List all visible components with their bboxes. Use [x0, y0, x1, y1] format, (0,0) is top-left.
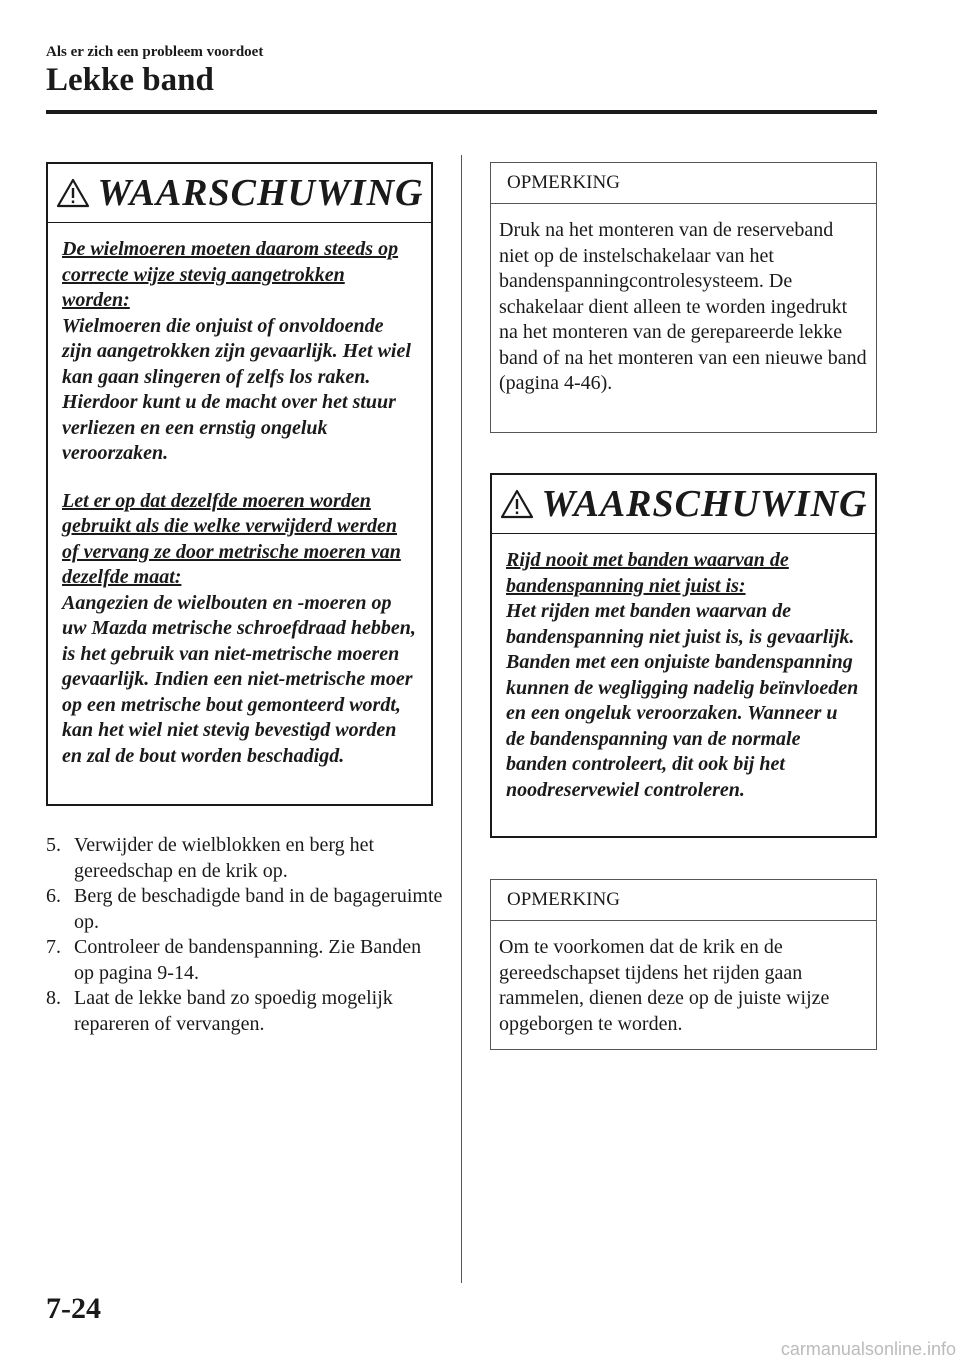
note-title: OPMERKING — [491, 880, 876, 921]
warning-text: Wielmoeren die onjuist of onvoldoende zijn aangetrokken zijn gevaarlijk. Het wiel kan gaan slingeren of zelfs los raken. Hierdoor kunt u de macht over het stuur verliezen en een ernstig ongeluk veroorzaken. — [62, 314, 411, 464]
warning-paragraph — [62, 489, 417, 770]
warning-box-wheel-nuts — [46, 162, 433, 806]
list-item: 8. Laat de lekke band zo spoedig mogelijk repareren of vervangen. — [46, 987, 393, 1035]
warning-triangle-icon — [500, 489, 534, 519]
chapter-label: Als er zich een probleem voordoet — [46, 44, 264, 60]
note-text: Om te voorkomen dat de krik en de gereedschapset tijdens het rijden gaan rammelen, dienen deze op de juiste wijze opgeborgen te worden. — [499, 936, 830, 1035]
warning-title: WAARSCHUWING — [97, 172, 424, 214]
page-number: 7-24 — [46, 1292, 101, 1325]
warning-title: WAARSCHUWING — [541, 483, 868, 525]
warning-heading: Let er op dat dezelfde moeren worden gebruikt als die welke verwijderd werden of vervang ze door metrische moeren van dezelfde maat: — [62, 489, 401, 588]
warning-header — [48, 164, 431, 223]
note-text: Druk na het monteren van de reserveband niet op de instelschakelaar van het bandenspanningcontrolesysteem. De schakelaar dient alleen te worden ingedrukt na het monteren van de gerepareerde lekke band of na het monteren van een nieuwe band (pagina 4-46). — [499, 219, 867, 394]
column-divider — [461, 155, 462, 1283]
page-title: Lekke band — [46, 62, 214, 98]
warning-paragraph — [506, 548, 861, 803]
warning-text: Aangezien de wielbouten en -moeren op uw Mazda metrische schroefdraad hebben, is het gebruik van niet-metrische moeren gevaarlijk. Indien een niet-metrische moer op een metrische bout gemonteerd wordt, kan het wiel niet stevig bevestigd worden en zal de bout worden beschadigd. — [62, 591, 416, 767]
list-item: 5. Verwijder de wielblokken en berg het gereedschap en de krik op. — [46, 834, 375, 882]
warning-body — [492, 534, 875, 803]
warning-triangle-icon — [56, 178, 90, 208]
steps-list — [46, 833, 446, 1037]
warning-text: Het rijden met banden waarvan de bandenspanning niet juist is, is gevaarlijk. Banden met een onjuiste bandenspanning kunnen de wegligging nadelig beïnvloeden en een ongeluk veroorzaken. Wanneer u de bandenspanning van de normale banden controleert, dit ook bij het noodreservewiel controleren. — [506, 600, 859, 801]
warning-heading: De wielmoeren moeten daarom steeds op correcte wijze stevig aangetrokken worden: — [62, 238, 399, 311]
warning-paragraph — [62, 237, 417, 467]
warning-body — [48, 223, 431, 769]
warning-heading: Rijd nooit met banden waarvan de bandenspanning niet juist is: — [506, 549, 789, 597]
title-divider — [46, 110, 877, 114]
watermark: carmanualsonline.info — [780, 1339, 956, 1359]
warning-header — [492, 475, 875, 534]
warning-box-tire-pressure — [490, 473, 877, 838]
note-box-jack-storage — [490, 879, 877, 1050]
list-item: 6. Berg de beschadigde band in de bagageruimte op. — [46, 885, 443, 933]
list-item: 7. Controleer de bandenspanning. Zie Banden op pagina 9-14. — [46, 936, 422, 984]
note-box-reserve-tire — [490, 162, 877, 433]
note-title: OPMERKING — [491, 163, 876, 204]
